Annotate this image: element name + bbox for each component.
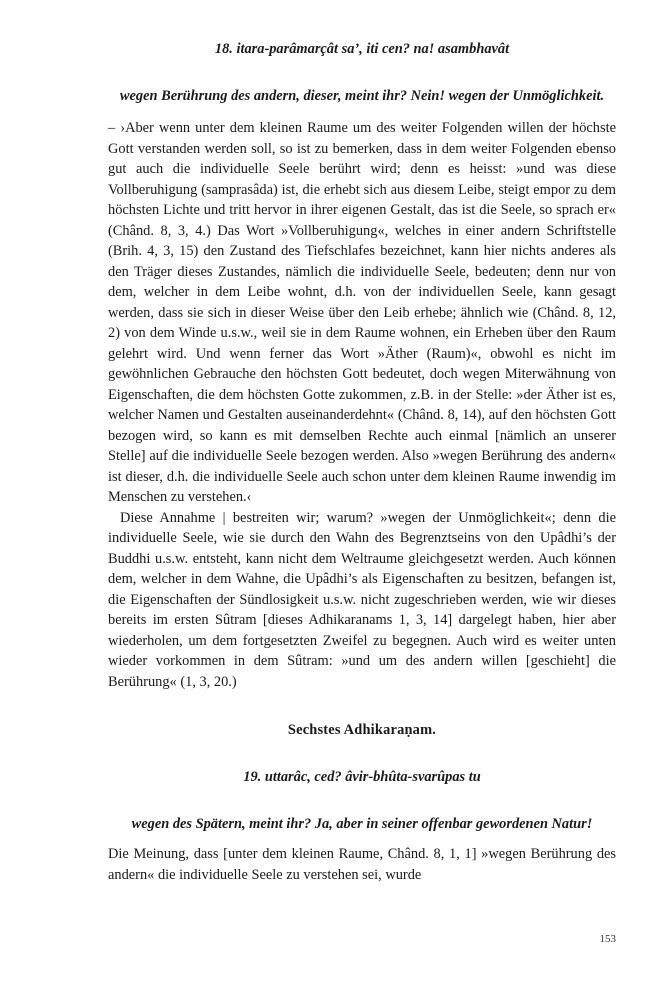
page-number: 153 [599, 933, 616, 945]
commentary-paragraph-2: Diese Annahme | bestreiten wir; warum? »wegen der Unmöglichkeit«; denn die individuelle Seele, wie sie durch den Wahn des Begrenztseins von den Upâdhi’s der Buddhi u.s.w. entsteht, kann nicht dem Weltraume gleichgesetzt werden. Auch können dem, welcher in dem Wahne, die Upâdhi’s als Eigenschaften zu besitzen, befangen ist, die Eigenschaften der Sündlosigkeit u.s.w. nicht zugeschrieben werden, wie wir dieses bereits im ersten Sûtram [dieses Adhikaranams 1, 3, 14] dargelegt haben, hier aber wiederholen, um dem fortgesetzten Zweifel zu begegnen. Auch wird es weiter unten wieder vorkommen in dem Sûtram: »und um des andern willen [geschieht] die Berührung« (1, 3, 20.) [108, 509, 616, 690]
sutra-18-translation: wegen Berührung des andern, dieser, meint ihr? Nein! wegen der Unmöglichkeit. [119, 88, 605, 104]
sutra-19-heading: 19. uttarâc, ced? âvir-bhûta-svarûpas tu [243, 769, 481, 785]
commentary-paragraph-1: – ›Aber wenn unter dem kleinen Raume um des weiter Folgenden willen der höchste Gott verstanden werden soll, so ist zu bemerken, dass in dem weiter Folgenden ebenso gut auch die individuelle Seele berührt wird; denn es heisst: »und was diese Vollberuhigung (samprasâda) ist, die erhebt sich aus diesem Leibe, steigt empor zu dem höchsten Lichte und tritt hervor in ihrer eigenen Gestalt, das ist die Seele, so sprach er« (Chând. 8, 3, 4.) Das Wort »Vollberuhigung«, welches in einer andern Schriftstelle (Brih. 4, 3, 15) den Zustand des Tiefschlafes bezeichnet, kann hier nichts anderes als den Träger dieses Zustandes, nämlich die individuelle Seele, bedeuten; denn nur von dem, welcher in dem Leibe wohnt, d.h. von der individuellen Seele, kann gesagt werden, dass sie sich in dieser Weise über den Leib erhebe; ähnlich wie (Chând. 8, 12, 2) von dem Winde u.s.w., weil sie in dem Raume wohnen, ein Erheben über den Raum gelehrt wird. Und wenn ferner das Wort »Äther (Raum)«, obwohl es nicht im gewöhnlichen Gebrauche den höchsten Gott bedeutet, doch wegen Miterwähnung von Eigenschaften, die dem höchsten Gotte zukommen, z.B. in der Stelle: »der Äther ist es, welcher Namen und Gestalten auseinanderdehnt« (Chând. 8, 14), auf den höchsten Gott bezogen wird, so kann es mit demselben Rechte auch einmal [nämlich an unserer Stelle] auf die individuelle Seele bezogen werden. Also »wegen Berührung des andern« ist dieser, d.h. die individuelle Seele auch schon unter dem kleinen Raume inwendig im Menschen zu verstehen.‹ [108, 120, 616, 505]
sutra-19-translation: wegen des Spätern, meint ihr? Ja, aber in seiner offenbar gewordenen Natur! [131, 816, 593, 832]
sutra-18-heading: 18. itara-parâmarçât sa’, iti cen? na! asambhavât [214, 41, 510, 57]
page-content [108, 40, 616, 885]
commentary-paragraph-3: Die Meinung, dass [unter dem kleinen Raume, Chând. 8, 1, 1] »wegen Berührung des andern« die individuelle Seele zu verstehen sei, wurde [108, 846, 616, 883]
section-title: Sechstes Adhikaraṇam. [287, 722, 437, 738]
